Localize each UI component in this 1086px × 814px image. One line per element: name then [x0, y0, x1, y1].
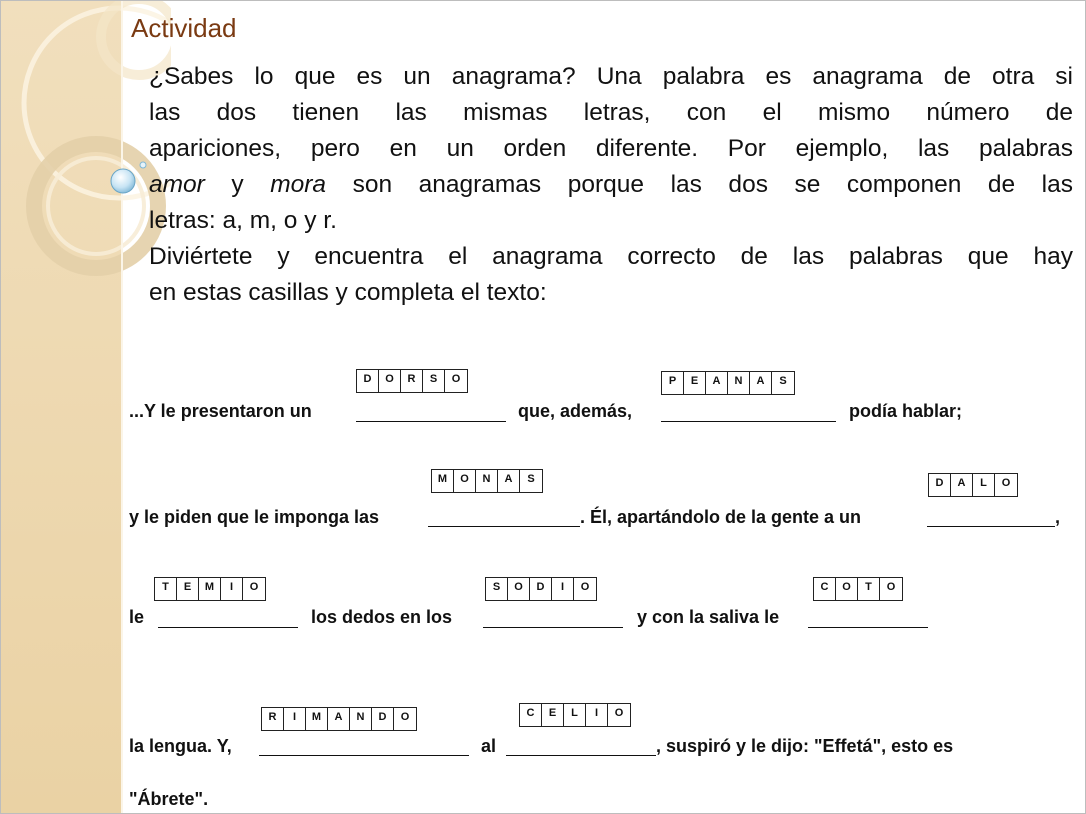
slide-title: Actividad — [131, 13, 237, 43]
example-word-mora: mora — [270, 171, 327, 198]
anagram-letter-cell: L — [564, 704, 586, 726]
intro-paragraph — [149, 59, 1073, 311]
anagram-letter-cell: S — [486, 578, 508, 600]
anagram-letter-cell: O — [454, 470, 476, 492]
intro-line — [149, 167, 1073, 203]
anagram-letter-cell: R — [262, 708, 284, 730]
example-word-amor: amor — [149, 171, 205, 198]
anagram-dorso — [356, 369, 468, 393]
anagram-letter-cell: A — [328, 708, 350, 730]
bullet-orb-icon — [109, 159, 149, 199]
anagram-letter-cell: A — [750, 372, 772, 394]
anagram-letter-cell: T — [858, 578, 880, 600]
answer-blank[interactable] — [927, 526, 1055, 527]
anagram-letter-cell: M — [199, 578, 221, 600]
sentence-text: ...Y le presentaron un — [129, 401, 312, 421]
anagram-letter-cell: S — [779, 375, 787, 387]
anagram-letter-cell: O — [508, 578, 530, 600]
sentence-text: y le piden que le imponga las — [129, 507, 380, 527]
anagram-letter-cell: C — [814, 578, 836, 600]
anagram-letter-cell: S — [423, 370, 445, 392]
anagram-letter-cell: P — [662, 372, 684, 394]
anagram-letter-cell: M — [306, 708, 328, 730]
sentence-text: "Ábrete". — [129, 789, 209, 809]
anagram-letter-cell: N — [350, 708, 372, 730]
answer-blank[interactable] — [259, 755, 469, 756]
intro-text: y — [204, 171, 271, 198]
sidebar-divider — [121, 1, 123, 814]
anagram-letter-cell: M — [432, 470, 454, 492]
anagram-letter-cell: A — [706, 372, 728, 394]
anagram-letter-cell: N — [476, 470, 498, 492]
anagram-letter-cell: O — [886, 581, 896, 593]
sentence-text: la lengua. Y, — [129, 736, 232, 756]
anagram-letter-cell: I — [552, 578, 574, 600]
anagram-letter-cell: O — [836, 578, 858, 600]
anagram-letter-cell: D — [372, 708, 394, 730]
sentence-text: , suspiró y le dijo: "Effetá", esto es — [656, 736, 954, 756]
anagram-dalo — [928, 473, 1018, 497]
intro-line: apariciones, pero en un orden diferente. Por ejemplo, las palabras — [149, 135, 1073, 162]
sentence-text: le — [129, 607, 145, 627]
anagram-letter-cell: O — [580, 581, 590, 593]
anagram-peanas — [661, 371, 795, 395]
anagram-monas — [431, 469, 543, 493]
decorative-sidebar — [1, 1, 121, 814]
intro-line: las dos tienen las mismas letras, con el mismo número de — [149, 99, 1073, 126]
anagram-letter-cell: D — [357, 370, 379, 392]
sentence-text: , — [1055, 507, 1061, 527]
anagram-letter-cell: I — [586, 704, 608, 726]
anagram-coto — [813, 577, 903, 601]
anagram-letter-cell: E — [684, 372, 706, 394]
anagram-letter-cell: D — [530, 578, 552, 600]
answer-blank[interactable] — [428, 526, 580, 527]
anagram-letter-cell: R — [401, 370, 423, 392]
anagram-letter-cell: C — [520, 704, 542, 726]
anagram-temio — [154, 577, 266, 601]
answer-blank[interactable] — [506, 755, 656, 756]
anagram-celio — [519, 703, 631, 727]
anagram-letter-cell: I — [284, 708, 306, 730]
anagram-letter-cell: D — [929, 474, 951, 496]
anagram-letter-cell: A — [951, 474, 973, 496]
anagram-rimando — [261, 707, 417, 731]
anagram-letter-cell: O — [1001, 477, 1011, 489]
sentence-text: que, además, — [518, 401, 633, 421]
answer-blank[interactable] — [158, 627, 298, 628]
intro-text: son anagramas porque las dos se componen de las — [326, 171, 1073, 198]
answer-blank[interactable] — [483, 627, 623, 628]
sentence-text: los dedos en los — [311, 607, 453, 627]
anagram-letter-cell: E — [177, 578, 199, 600]
anagram-letter-cell: T — [155, 578, 177, 600]
sentence-text: al — [481, 736, 497, 756]
anagram-letter-cell: O — [400, 711, 410, 723]
anagram-letter-cell: O — [614, 707, 624, 719]
anagram-letter-cell: A — [498, 470, 520, 492]
anagram-letter-cell: O — [249, 581, 259, 593]
intro-line: en estas casillas y completa el texto: — [149, 279, 547, 306]
anagram-letter-cell: S — [527, 473, 535, 485]
answer-blank[interactable] — [808, 627, 928, 628]
intro-line: Diviértete y encuentra el anagrama correcto de las palabras que hay — [149, 243, 1073, 270]
intro-line: letras: a, m, o y r. — [149, 207, 337, 234]
anagram-letter-cell: O — [379, 370, 401, 392]
answer-blank[interactable] — [356, 421, 506, 422]
anagram-letter-cell: I — [221, 578, 243, 600]
sentence-text: y con la saliva le — [637, 607, 780, 627]
anagram-letter-cell: O — [451, 373, 461, 385]
intro-line: ¿Sabes lo que es un anagrama? Una palabra es anagrama de otra si — [149, 63, 1073, 90]
answer-blank[interactable] — [661, 421, 836, 422]
anagram-letter-cell: E — [542, 704, 564, 726]
anagram-letter-cell: N — [728, 372, 750, 394]
sentence-text: . Él, apartándolo de la gente a un — [580, 507, 862, 527]
anagram-letter-cell: L — [973, 474, 995, 496]
anagram-sodio — [485, 577, 597, 601]
sentence-text: podía hablar; — [849, 401, 963, 421]
